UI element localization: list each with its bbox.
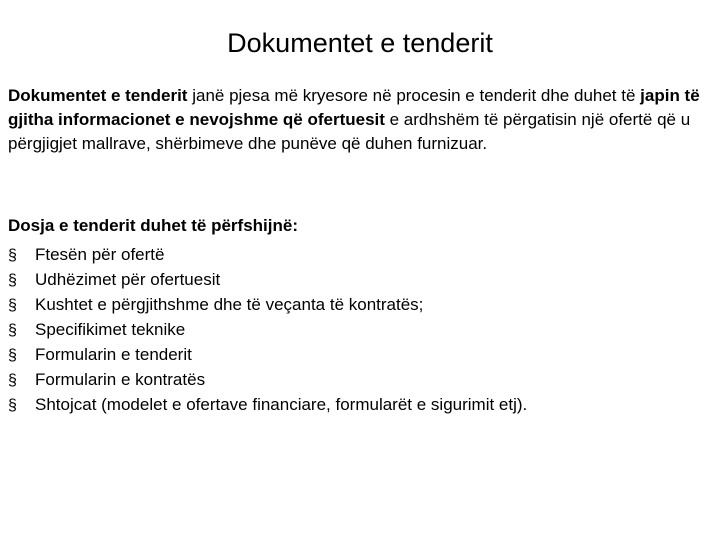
intro-text-1: janë pjesa më kryesore në procesin e tenderit dhe duhet të [187,86,641,105]
intro-text-2: e ardhshëm të përgatisin një ofertë që u përgjigjet mallrave, shërbimeve dhe punëve që duhen furnizuar. [8,110,691,153]
requirements-list [8,243,708,418]
bullet-icon: § [8,297,17,314]
list-item-text: Specifikimet teknike [35,320,186,339]
list-item [8,293,708,318]
bullet-icon: § [8,372,17,389]
list-item [8,393,708,418]
list-item [8,243,708,268]
page-title: Dokumentet e tenderit [227,28,493,58]
list-item-text: Udhëzimet për ofertuesit [35,270,221,289]
list-item-text: Formularin e kontratës [35,370,206,389]
list-item [8,268,708,293]
bullet-icon: § [8,397,17,414]
list-item-text: Formularin e tenderit [35,345,192,364]
intro-bold-lead: Dokumentet e tenderit [8,86,188,105]
list-item-text: Ftesën për ofertë [35,245,165,264]
intro-bold-emphasis: japin të gjitha informacionet e nevojshme që ofertuesit [8,86,700,129]
bullet-icon: § [8,272,17,289]
list-item [8,343,708,368]
intro-paragraph [8,84,708,156]
list-item [8,368,708,393]
bullet-icon: § [8,322,17,339]
bullet-icon: § [8,247,17,264]
bullet-icon: § [8,347,17,364]
list-item-text: Kushtet e përgjithshme dhe të veçanta të kontratës; [35,295,424,314]
section-heading: Dosja e tenderit duhet të përfshijnë: [8,216,298,235]
list-item-text: Shtojcat (modelet e ofertave financiare, formularët e sigurimit etj). [35,395,528,414]
list-item [8,318,708,343]
